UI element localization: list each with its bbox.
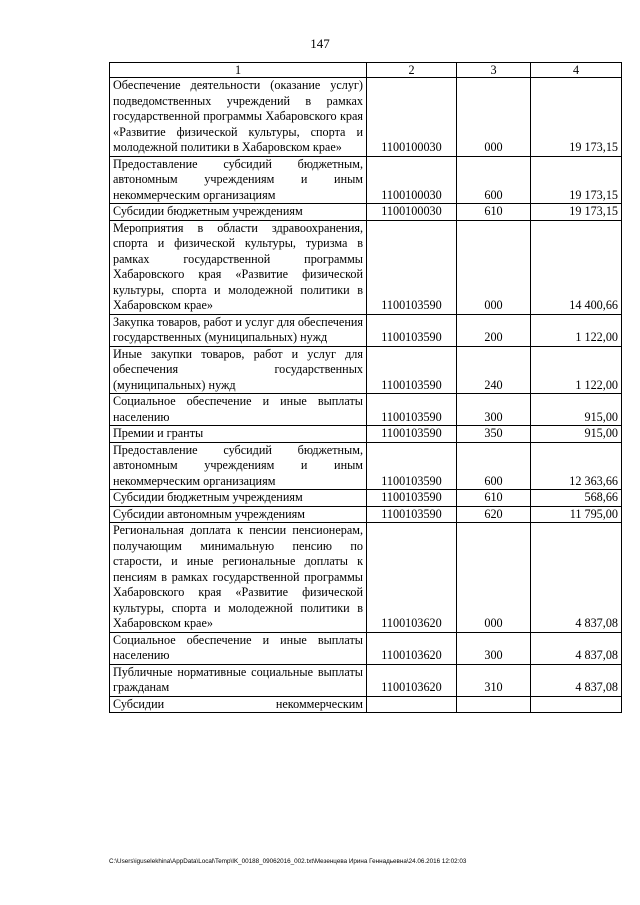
row-amount: 915,00 <box>531 426 622 443</box>
row-code: 1100103620 <box>367 664 457 696</box>
row-amount <box>531 696 622 713</box>
row-name: Предоставление субсидий бюджетным, автономным учреждениям и иным некоммерческим организациям <box>110 156 367 204</box>
row-name: Субсидии бюджетным учреждениям <box>110 490 367 507</box>
table-row <box>110 426 622 443</box>
row-type: 240 <box>457 346 531 394</box>
table-row <box>110 664 622 696</box>
table-row <box>110 394 622 426</box>
row-amount: 19 173,15 <box>531 156 622 204</box>
table-row <box>110 506 622 523</box>
row-name: Предоставление субсидий бюджетным, автономным учреждениям и иным некоммерческим организациям <box>110 442 367 490</box>
row-code: 1100103590 <box>367 220 457 314</box>
table-row <box>110 156 622 204</box>
row-code: 1100103620 <box>367 523 457 633</box>
row-code: 1100103620 <box>367 632 457 664</box>
table-row <box>110 696 622 713</box>
row-name: Субсидии бюджетным учреждениям <box>110 204 367 221</box>
budget-table <box>109 62 622 713</box>
row-amount: 1 122,00 <box>531 314 622 346</box>
row-name: Обеспечение деятельности (оказание услуг) подведомственных учреждений в рамках государственной программы Хабаровского края «Развитие физической культуры, спорта и молодежной политики в Хабаровском крае» <box>110 78 367 157</box>
row-type: 000 <box>457 523 531 633</box>
column-header-name: 1 <box>110 63 367 78</box>
table-row <box>110 490 622 507</box>
row-amount: 1 122,00 <box>531 346 622 394</box>
table-row <box>110 632 622 664</box>
table-row <box>110 78 622 157</box>
table-row <box>110 346 622 394</box>
row-amount: 12 363,66 <box>531 442 622 490</box>
row-name: Региональная доплата к пенсии пенсионерам, получающим минимальную пенсию по старости, и иные региональные доплаты к пенсиям в рамках государственной программы Хабаровского края «Развитие физической культуры, спорта и молодежной политики в Хабаровском крае» <box>110 523 367 633</box>
row-amount: 11 795,00 <box>531 506 622 523</box>
row-amount: 568,66 <box>531 490 622 507</box>
row-type: 300 <box>457 394 531 426</box>
row-amount: 915,00 <box>531 394 622 426</box>
row-name: Субсидии автономным учреждениям <box>110 506 367 523</box>
footer-file-path: C:\Users\iguselekhina\AppData\Local\Temp\IK_00188_09062016_002.txt\Мезенцева Ирина Геннадьевна\24.06.2016 12:02:03 <box>109 858 467 865</box>
column-header-type: 3 <box>457 63 531 78</box>
row-type: 600 <box>457 442 531 490</box>
row-code: 1100103590 <box>367 314 457 346</box>
row-name: Социальное обеспечение и иные выплаты населению <box>110 632 367 664</box>
row-amount: 4 837,08 <box>531 523 622 633</box>
row-code: 1100103590 <box>367 426 457 443</box>
table-row <box>110 204 622 221</box>
row-type: 000 <box>457 78 531 157</box>
row-name: Субсидии некоммерческим <box>110 696 367 713</box>
row-amount: 19 173,15 <box>531 78 622 157</box>
row-name: Премии и гранты <box>110 426 367 443</box>
row-code: 1100103590 <box>367 506 457 523</box>
row-type: 620 <box>457 506 531 523</box>
row-type <box>457 696 531 713</box>
page-number: 147 <box>310 36 330 51</box>
row-name: Иные закупки товаров, работ и услуг для обеспечения государственных (муниципальных) нужд <box>110 346 367 394</box>
row-name: Социальное обеспечение и иные выплаты населению <box>110 394 367 426</box>
row-name: Публичные нормативные социальные выплаты гражданам <box>110 664 367 696</box>
row-name: Закупка товаров, работ и услуг для обеспечения государственных (муниципальных) нужд <box>110 314 367 346</box>
table-row <box>110 314 622 346</box>
row-type: 350 <box>457 426 531 443</box>
table-header-row <box>110 63 622 78</box>
column-header-amount: 4 <box>531 63 622 78</box>
row-type: 310 <box>457 664 531 696</box>
row-code: 1100103590 <box>367 490 457 507</box>
row-name: Мероприятия в области здравоохранения, спорта и физической культуры, туризма в рамках государственной программы Хабаровского края «Развитие физической культуры, спорта и молодежной политики в Хабаровском крае» <box>110 220 367 314</box>
row-type: 300 <box>457 632 531 664</box>
row-type: 000 <box>457 220 531 314</box>
table-row <box>110 220 622 314</box>
row-type: 610 <box>457 204 531 221</box>
table-row <box>110 442 622 490</box>
row-amount: 4 837,08 <box>531 632 622 664</box>
row-type: 610 <box>457 490 531 507</box>
column-header-code: 2 <box>367 63 457 78</box>
row-code: 1100103590 <box>367 394 457 426</box>
row-code: 1100100030 <box>367 204 457 221</box>
row-amount: 19 173,15 <box>531 204 622 221</box>
row-code <box>367 696 457 713</box>
row-amount: 14 400,66 <box>531 220 622 314</box>
row-code: 1100100030 <box>367 156 457 204</box>
row-code: 1100103590 <box>367 442 457 490</box>
row-type: 200 <box>457 314 531 346</box>
row-code: 1100100030 <box>367 78 457 157</box>
row-code: 1100103590 <box>367 346 457 394</box>
row-amount: 4 837,08 <box>531 664 622 696</box>
row-type: 600 <box>457 156 531 204</box>
table-row <box>110 523 622 633</box>
